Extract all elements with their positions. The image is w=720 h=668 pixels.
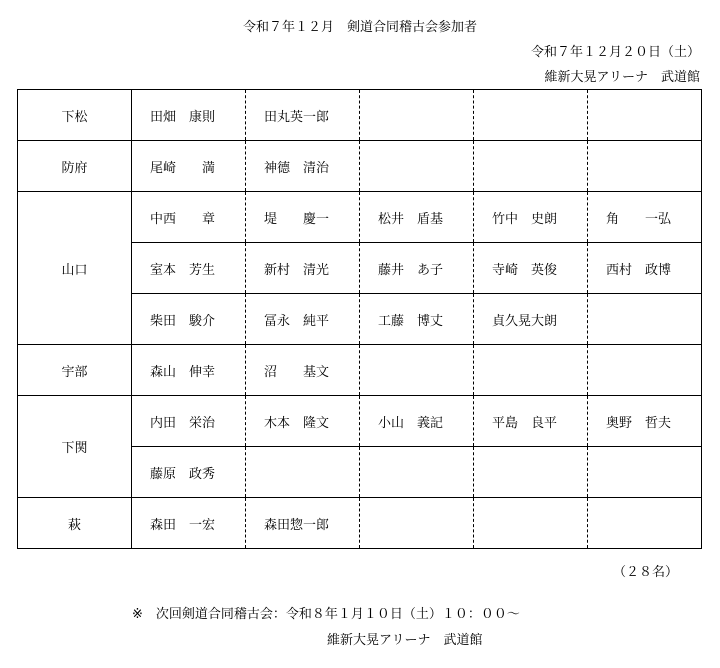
table-row	[18, 345, 702, 396]
participant-name	[246, 447, 360, 498]
participant-name	[474, 447, 588, 498]
region-cell: 下関	[18, 396, 132, 498]
participant-name: 松井 盾基	[360, 192, 474, 243]
participant-table	[17, 89, 702, 549]
participant-name	[474, 141, 588, 192]
participant-name: 木本 隆文	[246, 396, 360, 447]
participant-name: 森山 伸幸	[132, 345, 246, 396]
next-session-venue: 維新大晃アリーナ 武道館	[327, 633, 483, 648]
participant-name	[588, 498, 702, 549]
participant-name: 室本 芳生	[132, 243, 246, 294]
participant-name	[474, 498, 588, 549]
participant-name: 柴田 駿介	[132, 294, 246, 345]
participant-name: 工藤 博丈	[360, 294, 474, 345]
region-cell: 防府	[18, 141, 132, 192]
region-cell: 山口	[18, 192, 132, 345]
participant-name: 奥野 哲夫	[588, 396, 702, 447]
participant-name: 小山 義記	[360, 396, 474, 447]
participant-name: 尾崎 満	[132, 141, 246, 192]
table-row	[18, 396, 702, 447]
participant-name: 寺崎 英俊	[474, 243, 588, 294]
participant-name	[360, 447, 474, 498]
participant-name	[360, 141, 474, 192]
participant-name: 竹中 史朗	[474, 192, 588, 243]
participant-name	[474, 90, 588, 141]
participant-name: 中西 章	[132, 192, 246, 243]
participant-name: 新村 清光	[246, 243, 360, 294]
table-row	[18, 141, 702, 192]
event-venue: 維新大晃アリーナ 武道館	[544, 70, 700, 85]
participant-name: 平島 良平	[474, 396, 588, 447]
participant-name: 堤 慶一	[246, 192, 360, 243]
participant-name	[588, 90, 702, 141]
participant-name	[588, 141, 702, 192]
participant-name: 神德 清治	[246, 141, 360, 192]
participant-name: 西村 政博	[588, 243, 702, 294]
table-row	[18, 90, 702, 141]
region-cell: 下松	[18, 90, 132, 141]
participant-name: 内田 栄治	[132, 396, 246, 447]
event-date: 令和７年１２月２０日（土）	[530, 45, 700, 60]
region-cell: 萩	[18, 498, 132, 549]
participant-name: 森田惣一郎	[246, 498, 360, 549]
participant-name	[474, 345, 588, 396]
participant-name: 田畑 康則	[132, 90, 246, 141]
participant-name: 田丸英一郎	[246, 90, 360, 141]
participant-name	[360, 90, 474, 141]
next-session-note: ※ 次回剣道合同稽古会：令和８年１月１０日（土）１０：００～	[132, 607, 520, 622]
participant-name: 藤原 政秀	[132, 447, 246, 498]
table-row	[18, 498, 702, 549]
participant-name	[588, 345, 702, 396]
participant-total: （２８名）	[612, 565, 678, 580]
table-row	[18, 192, 702, 243]
participant-name: 貞久晃大朗	[474, 294, 588, 345]
participant-name	[588, 447, 702, 498]
participant-name: 角 一弘	[588, 192, 702, 243]
document-title: 令和７年１２月 剣道合同稽古会参加者	[242, 20, 477, 35]
participant-name	[360, 345, 474, 396]
participant-name	[360, 498, 474, 549]
participant-name: 森田 一宏	[132, 498, 246, 549]
participant-name: 藤井 あ子	[360, 243, 474, 294]
region-cell: 宇部	[18, 345, 132, 396]
participant-name: 沼 基文	[246, 345, 360, 396]
participant-name: 冨永 純平	[246, 294, 360, 345]
participant-name	[588, 294, 702, 345]
